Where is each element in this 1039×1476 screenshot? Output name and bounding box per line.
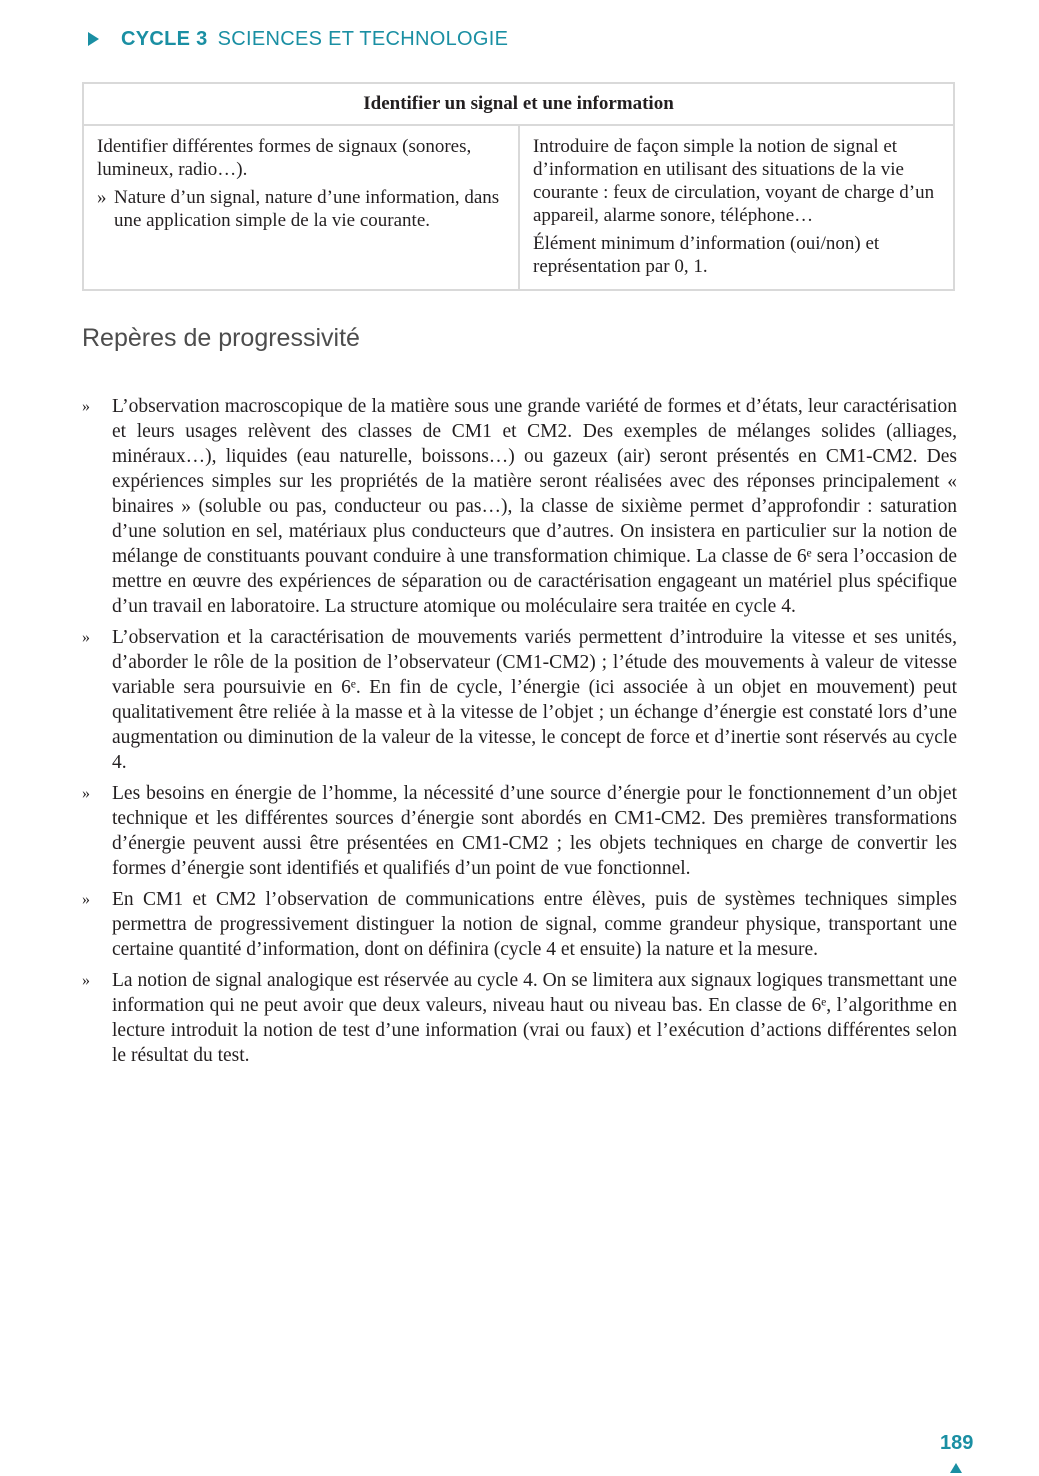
bullet-marker: » — [82, 629, 90, 646]
progressivity-list — [82, 394, 957, 1074]
list-item — [82, 887, 957, 962]
table-cell-right — [520, 126, 953, 289]
bullet-marker: » — [82, 785, 90, 802]
page-number: 189 — [940, 1432, 974, 1454]
play-triangle-icon — [88, 32, 99, 46]
left-bullet-text: Nature d’un signal, nature d’une information, dans une application simple de la vie courante. — [114, 187, 500, 231]
right-para-2: Élément minimum d’information (oui/non) et représentation par 0, 1. — [533, 233, 880, 277]
competency-table — [82, 82, 955, 291]
up-triangle-icon — [950, 1463, 962, 1473]
list-item-text: L’observation et la caractérisation de mouvements variés permettent d’introduire la vitesse et ses unités, d’aborder le rôle de la position de l’observateur (CM1-CM2) ; l’étude des mouvements à valeur de vitesse variable sera poursuivie en 6ᵉ. En fin de cycle, l’énergie (ici associée à un objet en mouvement) peut qualitativement être reliée à la masse et à la vitesse de l’objet ; un échange d’énergie est constaté lors d’une augmentation ou diminution de la valeur de la vitesse, le concept de force et d’inertie sont réservés au cycle 4. — [112, 627, 957, 773]
bullet-marker: » — [82, 891, 90, 908]
bullet-marker: » — [97, 187, 107, 208]
list-item — [82, 625, 957, 775]
running-header — [88, 24, 508, 54]
list-item-text: La notion de signal analogique est réservée au cycle 4. On se limitera aux signaux logiques transmettant une information qui ne peut avoir que deux valeurs, niveau haut ou niveau bas. En classe de 6ᵉ, l’algorithme en lecture introduit la notion de test d’une information (vrai ou faux) et l’exécution d’actions différentes selon le résultat du test. — [112, 970, 957, 1066]
list-item-text: En CM1 et CM2 l’observation de communications entre élèves, puis de systèmes techniques simples permettra de progressivement distinguer la notion de signal, comme grandeur physique, transportant une certaine quantité d’information, dont on définira (cycle 4 et ensuite) la nature et la mesure. — [112, 889, 957, 960]
table-cell-left — [84, 126, 520, 289]
table-title: Identifier un signal et une information — [84, 84, 953, 126]
left-intro: Identifier différentes formes de signaux (sonores, lumineux, radio…). — [97, 136, 472, 180]
list-item — [82, 781, 957, 881]
list-item — [82, 968, 957, 1068]
subject-label: SCIENCES ET TECHNOLOGIE — [217, 27, 509, 50]
section-title: Repères de progressivité — [82, 324, 360, 352]
list-item — [82, 394, 957, 619]
bullet-marker: » — [82, 972, 90, 989]
bullet-marker: » — [82, 398, 90, 415]
right-para-1: Introduire de façon simple la notion de signal et d’information en utilisant des situations de la vie courante : feux de circulation, voyant de charge d’un appareil, alarme sonore, téléphone… — [533, 136, 935, 226]
left-bullet — [97, 186, 506, 232]
table-row — [84, 126, 953, 289]
cycle-label: CYCLE 3 — [121, 27, 208, 50]
list-item-text: Les besoins en énergie de l’homme, la nécessité d’une source d’énergie pour le fonctionnement d’un objet technique et les différentes sources d’énergie sont abordés en CM1-CM2. Des premières transformations d’énergie peuvent aussi être présentées en CM1-CM2 ; les objets techniques en charge de convertir les formes d’énergie sont identifiés et qualifiés d’un point de vue fonctionnel. — [112, 783, 957, 879]
list-item-text: L’observation macroscopique de la matière sous une grande variété de formes et d’états, leur caractérisation et leurs usages relèvent des classes de CM1 et CM2. Des exemples de mélanges solides (alliages, minéraux…), liquides (eau naturelle, boissons…) ou gazeux (air) seront présentés en CM1-CM2. Des expériences simples sur les propriétés de la matière seront réalisées avec des réponses principalement « binaires » (soluble ou pas, conducteur ou pas…), la classe de sixième permet d’approfondir : saturation d’une solution en sel, matériaux plus conducteurs que d’autres. On insistera en particulier sur la notion de mélange de constituants pouvant conduire à une transformation chimique. La classe de 6ᵉ sera l’occasion de mettre en œuvre des expériences de séparation ou de caractérisation engageant un matériel plus spécifique d’un travail en laboratoire. La structure atomique ou moléculaire sera traitée en cycle 4. — [112, 396, 957, 617]
